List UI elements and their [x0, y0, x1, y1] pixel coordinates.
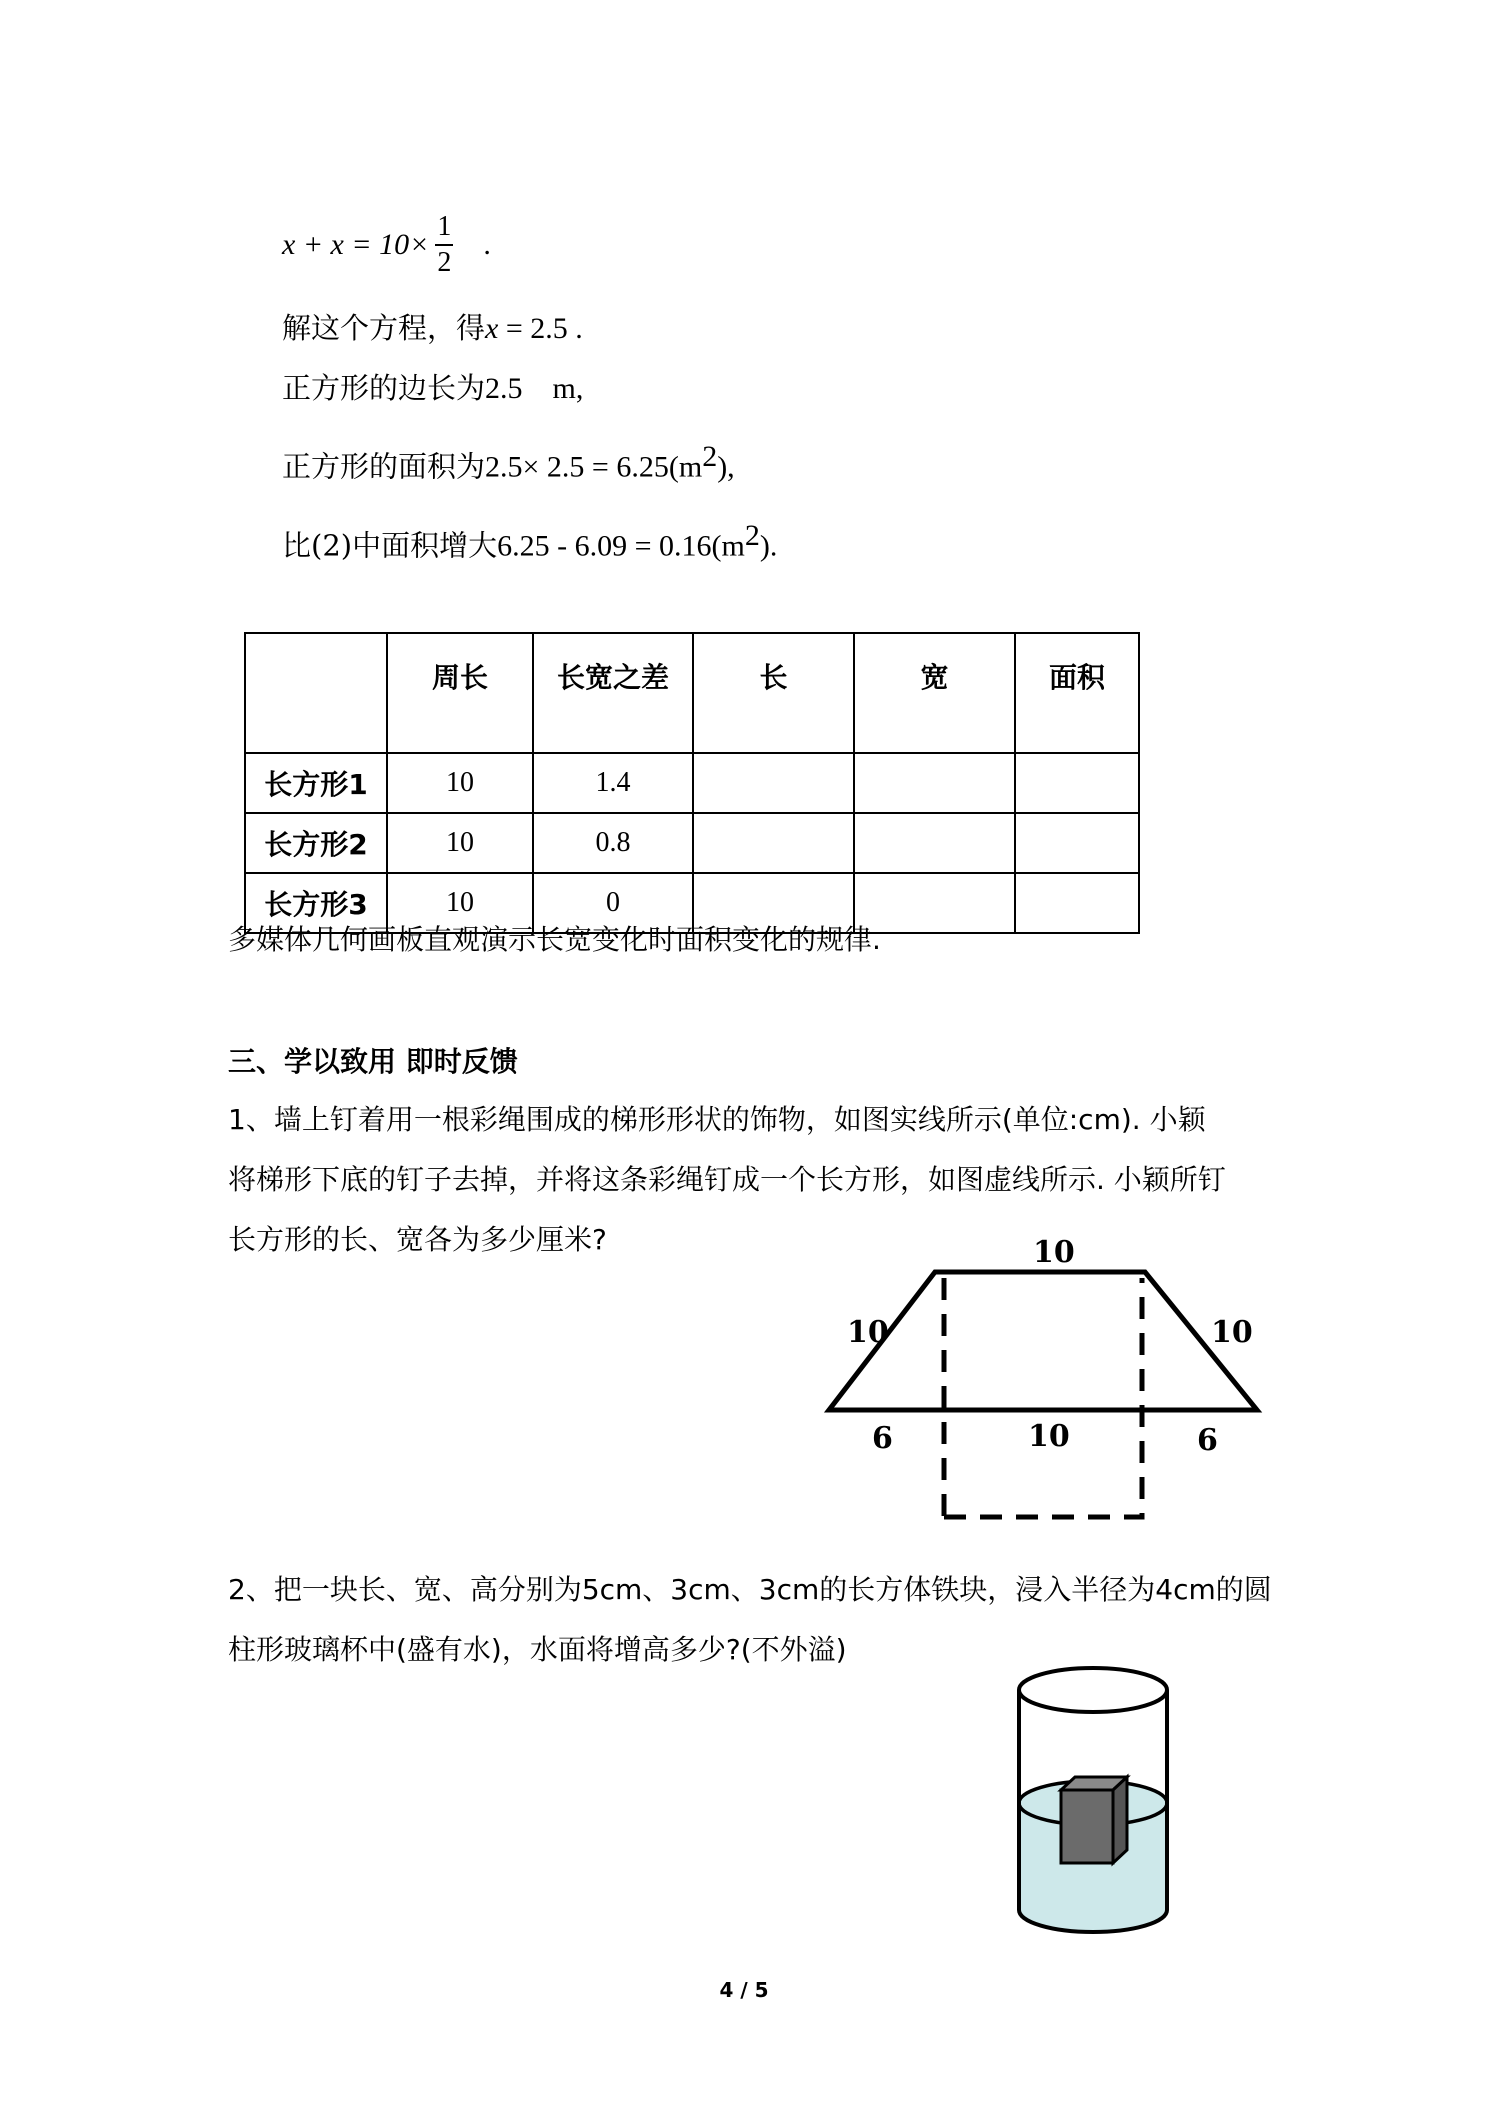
cube-front-face [1061, 1790, 1113, 1863]
trapezoid-figure [815, 1220, 1275, 1520]
equation-line [282, 205, 491, 285]
question-2-line: 柱形玻璃杯中(盛有水)，水面将增高多少?(不外溢) [228, 1633, 847, 1666]
label-bottom-mid: 10 [1028, 1419, 1070, 1454]
cylinder-figure [1015, 1665, 1175, 1945]
diff-cell: 1.4 [533, 753, 693, 813]
section-title: 三、学以致用 即时反馈 [228, 1045, 518, 1078]
equation-end: . [483, 228, 491, 261]
area-cell [1015, 813, 1139, 873]
line5-text: 比(2)中面积增大 [282, 528, 498, 563]
cube-side-face [1113, 1777, 1127, 1863]
line2-text: 解这个方程，得 [282, 311, 486, 345]
page-number: 4 / 5 [719, 1978, 769, 2002]
question-2-line: 2、把一块长、宽、高分别为5cm、3cm、3cm的长方体铁块，浸入半径为4cm的圆 [228, 1573, 1272, 1606]
diff-cell: 0 [533, 873, 693, 933]
table-row [245, 753, 1139, 813]
label-bottom-right: 6 [1197, 1423, 1218, 1458]
line3-text: 正方形的边长为 [282, 371, 486, 405]
trapezoid-outline [829, 1272, 1257, 1410]
iron-cube [1061, 1777, 1127, 1863]
width-cell [854, 753, 1015, 813]
row-label: 长方形2 [245, 813, 387, 873]
question-1-line: 将梯形下底的钉子去掉，并将这条彩绳钉成一个长方形，如图虚线所示. 小颖所钉 [228, 1163, 1226, 1196]
table-header-cell: 面积 [1015, 633, 1139, 753]
rectangle-table [244, 632, 1140, 934]
perimeter-cell: 10 [387, 873, 533, 933]
area-cell [1015, 873, 1139, 933]
area-cell [1015, 753, 1139, 813]
question-1-line: 长方形的长、宽各为多少厘米? [228, 1223, 607, 1256]
fraction [435, 210, 453, 280]
table-header-row [245, 633, 1139, 753]
cylinder-top-rim [1019, 1668, 1167, 1712]
solution-line-4 [282, 437, 735, 488]
length-cell [693, 753, 854, 813]
dashed-rectangle-bottom [944, 1278, 1142, 1517]
label-top: 10 [1033, 1235, 1075, 1270]
demo-note: 多媒体几何画板直观演示长宽变化时面积变化的规律. [228, 923, 881, 956]
equation-lhs: x + x = 10× [282, 228, 430, 261]
length-cell [693, 813, 854, 873]
line5-sup: 2 [744, 519, 760, 552]
solution-line-3 [282, 368, 583, 409]
table-row [245, 813, 1139, 873]
fraction-denominator: 2 [437, 247, 452, 278]
label-bottom-left: 6 [872, 1421, 893, 1456]
line4-end: ), [717, 450, 735, 484]
line2-value: = 2.5 . [498, 312, 583, 345]
question-1-line: 1、墙上钉着用一根彩绳围成的梯形形状的饰物，如图实线所示(单位:cm). 小颖 [228, 1103, 1206, 1136]
table-header-cell [245, 633, 387, 753]
line4-sup: 2 [702, 440, 718, 473]
solution-line-2 [282, 308, 583, 349]
label-right: 10 [1211, 1315, 1253, 1350]
table-header-cell: 长宽之差 [533, 633, 693, 753]
perimeter-cell: 10 [387, 753, 533, 813]
line3-value: 2.5 m, [485, 372, 584, 405]
label-left: 10 [847, 1315, 889, 1350]
width-cell [854, 813, 1015, 873]
table-header-cell: 长 [693, 633, 854, 753]
line4-value: 2.5× 2.5 = 6.25(m [485, 450, 703, 484]
row-label: 长方形1 [245, 753, 387, 813]
diff-cell: 0.8 [533, 813, 693, 873]
line4-text: 正方形的面积为 [282, 449, 486, 484]
table-header-cell: 周长 [387, 633, 533, 753]
fraction-numerator: 1 [435, 210, 453, 246]
line5-end: ). [759, 529, 778, 563]
line5-value: 6.25 - 6.09 = 0.16(m [497, 529, 745, 563]
line2-var: x [485, 312, 499, 345]
table-header-cell: 宽 [854, 633, 1015, 753]
row-label: 长方形3 [245, 873, 387, 933]
solution-line-5 [282, 516, 777, 567]
perimeter-cell: 10 [387, 813, 533, 873]
